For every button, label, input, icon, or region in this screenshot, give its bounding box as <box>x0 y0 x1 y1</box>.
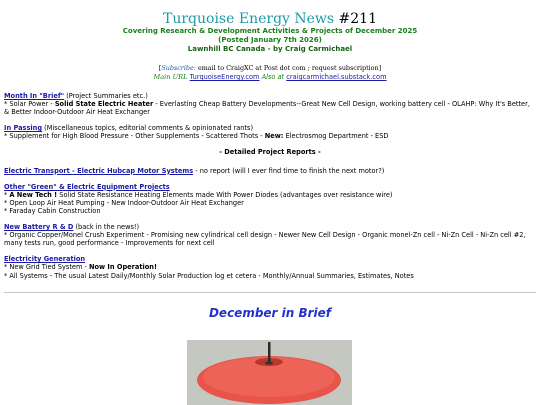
section-green-equipment: Other "Green" & Electric Equipment Projects * A New Tech ! Solid State Resistance Heating Elements made With Power Diodes (advantages over resistance wire) * Open Loop Air Heat Pumping - New Indoor-Outdoor Air Heat Exchanger * Faraday Cabin Construction <box>4 182 393 215</box>
battery-link[interactable]: New Battery R & D <box>4 223 74 232</box>
table-of-contents <box>0 92 540 280</box>
electric-transport-link[interactable]: Electric Transport - Electric Hubcap Motor Systems <box>4 166 194 175</box>
section-electricity: Electricity Generation * New Grid Tied System - Now In Operation! * All Systems - The usual Latest Daily/Monthly Solar Production log et cetera - Monthly/Annual Summaries, Estimates, Notes <box>4 255 414 280</box>
detailed-reports-heading: - Detailed Project Reports - <box>219 148 321 157</box>
subtitle-author: Lawnhill BC Canada - by Craig Carmichael <box>187 45 353 53</box>
december-in-brief-heading: December in Brief <box>208 305 332 320</box>
main-url-link[interactable]: TurquoiseEnergy.com <box>189 73 260 81</box>
masthead <box>0 0 540 82</box>
substack-link[interactable]: craigcarmichael.substack.com <box>286 73 387 81</box>
section-electric-transport: Electric Transport - Electric Hubcap Motor Systems - no report (will I ever find time to finish the next motor?) <box>4 166 385 175</box>
page-title: Turquoise Energy News #211 <box>163 11 377 27</box>
in-passing-link[interactable]: In Passing <box>4 124 43 133</box>
section-month-in-brief: Month In "Brief" (Project Summaries etc.) * Solar Power - Solid State Electric Heater - Everlasting Cheap Battery Developments--Great New Cell Design, working battery cell - OLAHP: Why It's Better, & Better Indoor-Outdoor Air Heat Exchanger <box>4 92 530 117</box>
green-equipment-link[interactable]: Other "Green" & Electric Equipment Projects <box>4 182 170 191</box>
subscribe-text: email to CraigXC at Post dot com ; request subscription] <box>197 64 382 72</box>
red-disc-image <box>187 340 352 405</box>
month-in-brief-link[interactable]: Month In "Brief" <box>4 92 65 100</box>
subscribe-line: [Subscribe: email to CraigXC at Post dot com ; request subscription] <box>158 64 382 72</box>
subtitle-coverage: Covering Research & Development Activities & Projects of December 2025 <box>122 27 418 35</box>
url-line <box>0 73 540 82</box>
electricity-generation-link[interactable]: Electricity Generation <box>4 255 86 264</box>
subtitle-posted: (Posted January 7th 2026) <box>218 36 322 44</box>
subscribe-label: Subscribe: <box>161 64 196 72</box>
main-url-label: Main URL <box>153 73 188 81</box>
issue-number: #211 <box>338 11 377 27</box>
also-at-label: Also at <box>261 73 285 81</box>
divider <box>4 292 536 293</box>
section-in-passing: In Passing (Miscellaneous topics, editorial comments & opinionated rants) * Supplement for High Blood Pressure - Other Supplements - Scattered Thots - New: Electrosmog Department - ESD <box>4 124 389 141</box>
heater-disc-photo <box>187 340 352 405</box>
section-battery: New Battery R & D (back in the news!) * Organic Copper/Monel Crush Experiment - Promising new cylindrical cell design - Newer New Cell Design - Organic monel-Zn cell - Ni-Zn Cell - Ni-Zn cell #2, many tests run, good performance - Improvements for next cell <box>4 223 526 248</box>
